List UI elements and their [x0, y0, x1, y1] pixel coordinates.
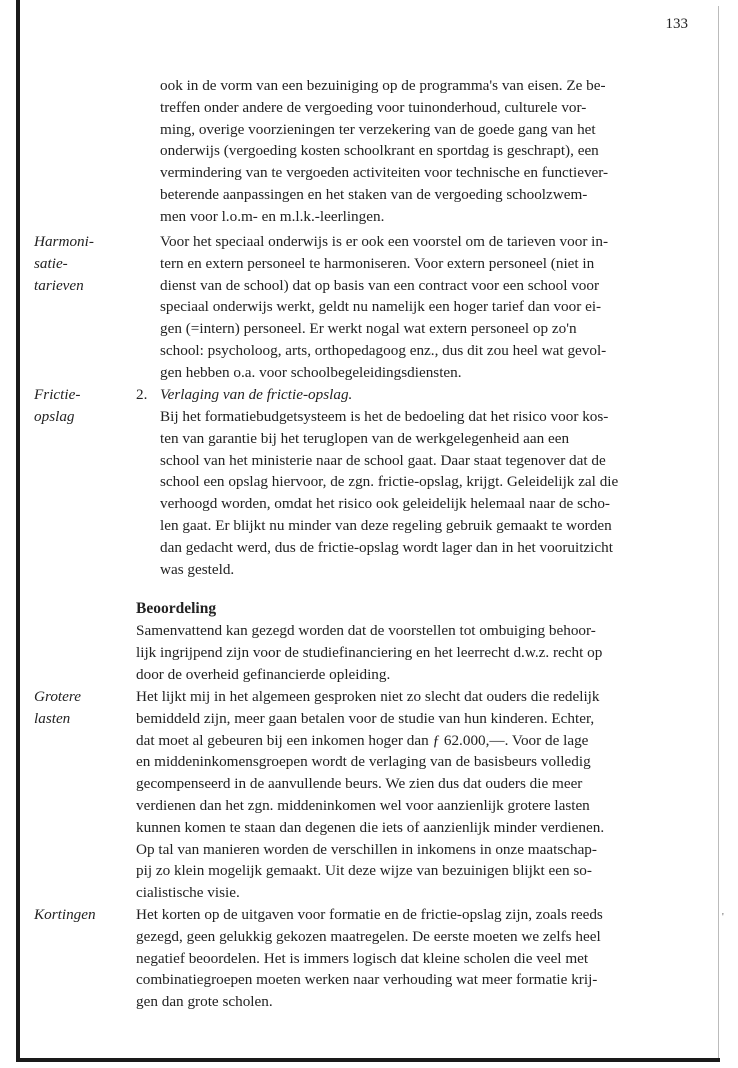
margin-note-line: Kortingen [34, 906, 96, 923]
text-line: gezegd, geen gelukkig gekozen maatregelen. De eerste moeten we zelfs heel [136, 927, 601, 945]
text-line: Het lijkt mij in het algemeen gesproken niet zo slecht dat ouders die redelijk [136, 688, 600, 705]
text-line: school van het ministerie naar de school gaat. Daar staat tegenover dat de [160, 451, 606, 469]
text-line: gen hebben o.a. voor schoolbegeleidingsdiensten. [160, 363, 462, 381]
text-line: dat moet al gebeuren bij een inkomen hoger dan ƒ 62.000,—. Voor de lage [136, 731, 589, 749]
margin-note-line: lasten [34, 709, 71, 727]
text-line: onderwijs (vergoeding kosten schoolkrant en sportdag is geschrapt), een [160, 142, 599, 160]
text-line: speciaal onderwijs werkt, geldt nu namelijk een hoger tarief dan voor ei- [160, 298, 602, 316]
margin-note-line: satie- [34, 254, 68, 272]
text-line: was gesteld. [160, 560, 235, 578]
text-line: pij zo klein mogelijk gemaakt. Uit deze wijze van bezuinigen blijkt een so- [136, 862, 592, 880]
margin-note-kortingen [34, 904, 96, 926]
text-line: combinatiegroepen moeten werken naar verhouding wat meer formatie krij- [136, 971, 598, 989]
page-number: 133 [665, 16, 688, 32]
paragraph-3 [160, 406, 618, 580]
text-line: gen dan grote scholen. [136, 993, 273, 1011]
text-line: treffen onder andere de vergoeding voor tuinonderhoud, culturele vor- [160, 98, 587, 116]
text-line: Het korten op de uitgaven voor formatie en de frictie-opslag zijn, zoals reeds [136, 906, 603, 923]
list-item-number: 2. [136, 386, 148, 403]
text-line: tern en extern personeel te harmoniseren. Voor extern personeel (niet in [160, 254, 595, 272]
text-line: door de overheid gefinancierde opleiding. [136, 665, 391, 683]
text-line: dan gedacht werd, dus de frictie-opslag wordt lager dan in het vooruitzicht [160, 538, 613, 556]
text-line: en middeninkomensgroepen wordt de verlaging van de basisbeurs volledig [136, 753, 591, 771]
section-heading: Beoordeling [136, 600, 217, 617]
text-line: Verlaging van de frictie-opslag. [160, 386, 353, 403]
text-line: verdienen dan het zgn. middeninkomen wel voor aanzienlijk grotere lasten [136, 796, 590, 814]
text-line: school: psycholoog, arts, orthopedagoog enz., dus dit zou heel wat gevol- [160, 341, 607, 359]
margin-note-harmonisatie [34, 231, 94, 296]
margin-note-frictie-opslag [34, 384, 80, 428]
text-line: negatief beoordelen. Het is immers logisch dat kleine scholen die veel met [136, 949, 589, 967]
paragraph-2 [160, 231, 608, 384]
page-edge-right [718, 6, 719, 1058]
text-line: Samenvattend kan gezegd worden dat de voorstellen tot ombuiging behoor- [136, 622, 596, 639]
text-line: len gaat. Er blijkt nu minder van deze regeling gebruik gemaakt te worden [160, 516, 612, 534]
text-line: men voor l.o.m- en m.l.k.-leerlingen. [160, 207, 385, 225]
text-line: beterende aanpassingen en het staken van de vergoeding schoolzwem- [160, 185, 588, 203]
text-line: ming, overige voorzieningen ter verzekering van de goede gang van het [160, 120, 596, 138]
text-line: kunnen komen te staan dan degenen die iets of aanzienlijk minder verdienen. [136, 818, 605, 836]
text-line: Voor het speciaal onderwijs is er ook een voorstel om de tarieven voor in- [160, 233, 609, 250]
margin-note-line: tarieven [34, 276, 84, 294]
text-line: Bij het formatiebudgetsysteem is het de bedoeling dat het risico voor kos- [160, 408, 609, 425]
edge-mark: ' [722, 912, 724, 923]
text-line: school een opslag hiervoor, de zgn. frictie-opslag, krijgt. Geleidelijk zal die [160, 473, 619, 491]
paragraph-6 [136, 904, 603, 1013]
margin-note-line: Frictie- [34, 386, 81, 403]
text-line: lijk ingrijpend zijn voor de studiefinanciering en het leerrecht d.w.z. recht op [136, 643, 603, 661]
text-line: dienst van de school) dat op basis van een contract voor een school voor [160, 276, 600, 294]
paragraph-5 [136, 686, 604, 904]
margin-note-line: Grotere [34, 688, 81, 705]
margin-note-line: Harmoni- [34, 233, 94, 250]
page-spine-bottom [16, 1058, 720, 1062]
list-item-title [160, 384, 352, 406]
text-line: cialistische visie. [136, 884, 240, 902]
paragraph-1 [160, 75, 608, 228]
margin-note-grotere-lasten [34, 686, 81, 730]
text-line: gecompenseerd in de aanvullende beurs. We zien dus dat ouders die meer [136, 775, 583, 793]
text-line: ten van garantie bij het teruglopen van de werkgelegenheid aan een [160, 429, 570, 447]
text-line: bemiddeld zijn, meer gaan betalen voor de studie van hun kinderen. Echter, [136, 709, 595, 727]
text-line: verhoogd worden, omdat het risico ook geleidelijk helemaal naar de scho- [160, 495, 610, 513]
paragraph-4 [136, 620, 602, 685]
text-line: Op tal van manieren worden de verschillen in inkomens in onze maatschap- [136, 840, 597, 858]
text-line: gen (=intern) personeel. Er werkt nogal wat extern personeel op zo'n [160, 320, 577, 338]
text-line: ook in de vorm van een bezuiniging op de programma's van eisen. Ze be- [160, 77, 606, 94]
page-spine-left [16, 0, 20, 1062]
margin-note-line: opslag [34, 407, 75, 425]
text-line: vermindering van te vergoeden activiteiten voor technische en functiever- [160, 164, 609, 182]
